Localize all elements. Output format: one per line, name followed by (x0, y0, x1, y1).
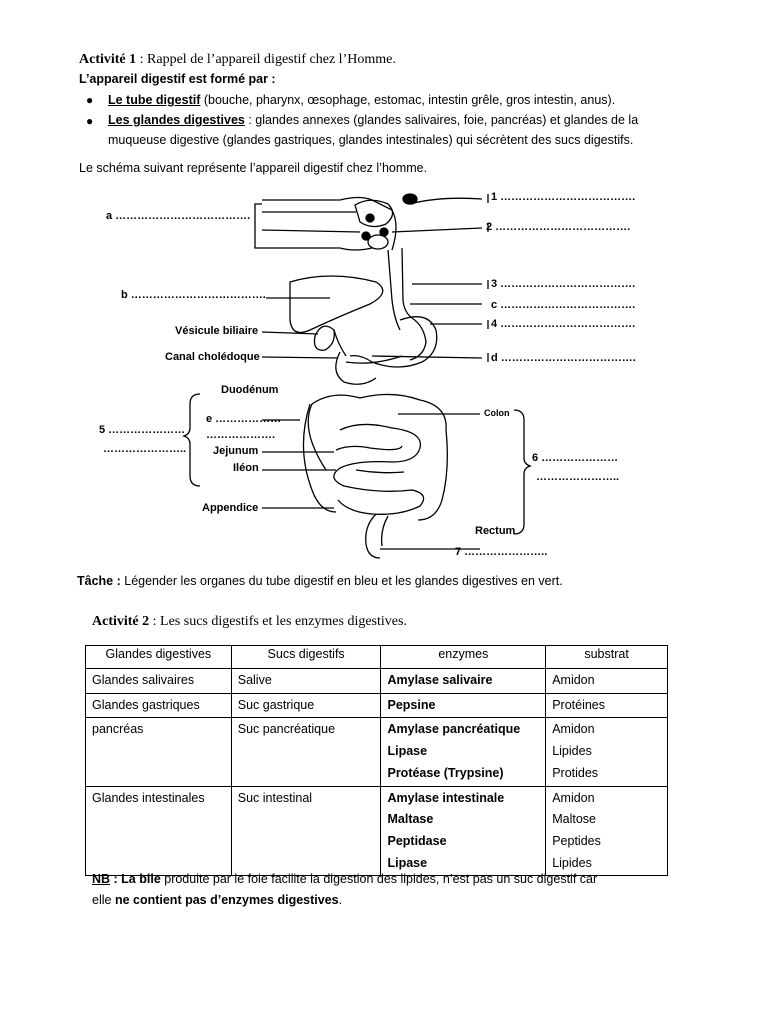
schema-caption: Le schéma suivant représente l’appareil digestif chez l’homme. (79, 161, 428, 175)
label-rectum: Rectum (475, 525, 516, 537)
cell-enzyme: Pepsine (381, 693, 546, 718)
label-4: 4 ………………………………. (491, 318, 636, 330)
leader-d (372, 356, 482, 358)
activity2-title (92, 614, 407, 630)
task-line (77, 574, 563, 588)
bracket-5 (184, 394, 200, 486)
leader-vesicule (262, 332, 318, 334)
cell-enzyme: Amylase salivaire (381, 669, 546, 694)
salivary-gland (368, 235, 388, 249)
table-row (86, 718, 668, 786)
cell-substrates (546, 786, 668, 876)
enzyme-item: Peptidase (387, 833, 447, 848)
note-line2 (92, 893, 342, 907)
table-row (86, 693, 668, 718)
activity1-title-rest: : Rappel de l’appareil digestif chez l’Homme. (136, 52, 396, 67)
activity2-title-bold: Activité 2 (92, 614, 150, 629)
table-row (86, 669, 668, 694)
label-colon: Colon (484, 408, 510, 418)
note-text2-pre: elle (92, 893, 115, 907)
note-text2-bold: ne contient pas d’enzymes digestives (114, 893, 339, 907)
cell-gland: Glandes intestinales (86, 786, 232, 876)
liver (290, 276, 383, 332)
header-substrate: substrat (546, 646, 668, 669)
label-2: 2 ………………………………. (486, 221, 631, 233)
header-gland: Glandes digestives (86, 646, 232, 669)
label-6-line1: 6 ………………… (532, 452, 619, 464)
bullet2-label: Les glandes digestives (108, 113, 245, 127)
note-bile: La bile (121, 872, 161, 886)
note-line1 (92, 872, 597, 886)
substrate-item: Peptides (552, 833, 601, 848)
cell-juice: Suc intestinal (231, 786, 381, 876)
cell-gland: pancréas (86, 718, 232, 786)
note-colon: : (110, 872, 122, 886)
label-7: 7 ………………….. (455, 546, 548, 558)
label-e-line1: e ……………… (206, 413, 282, 425)
cell-juice: Salive (231, 669, 381, 694)
bullet2-text-line1: : glandes annexes (glandes salivaires, foie, pancréas) et glandes de la (244, 113, 639, 127)
label-3: 3 ………………………………. (491, 278, 636, 290)
duodenum (336, 352, 376, 384)
substrate-item: Amidon (552, 790, 595, 805)
label-5-line2: ………………….. (103, 443, 187, 455)
substrate-item: Lipides (552, 855, 592, 870)
leader-a2 (262, 230, 360, 232)
cell-substrate: Protéines (546, 693, 668, 718)
label-a: a ………………………………. (106, 210, 251, 222)
head-outline (262, 198, 396, 251)
bullet1-label: Le tube digestif (108, 93, 201, 107)
label-5-line1: 5 ………………… (99, 424, 186, 436)
bracket-6 (514, 410, 530, 534)
bullet-icon: ● (86, 114, 94, 128)
label-e-line2: ………………. (206, 429, 276, 441)
bullet2-line2: muqueuse digestive (glandes gastriques, glandes intestinales) qui sécrètent des sucs digestifs. (108, 133, 634, 147)
activity2-title-rest: : Les sucs digestifs et les enzymes digestives. (149, 614, 407, 629)
note-nb: NB (92, 872, 111, 886)
substrate-item: Maltose (552, 812, 596, 827)
label-c: c ………………………………. (491, 299, 636, 311)
cell-juice: Suc gastrique (231, 693, 381, 718)
label-canal: Canal cholédoque (165, 351, 260, 363)
cell-gland: Glandes gastriques (86, 693, 232, 718)
note-text1: produite par le foie facilite la digestion des lipides, n’est pas un suc digestif car (160, 872, 598, 886)
small-intestine (334, 424, 424, 514)
substrate-item: Protides (552, 765, 599, 780)
enzyme-item: Amylase pancréatique (387, 722, 521, 737)
label-d: d ………………………………. (491, 352, 636, 364)
enzyme-item: Amylase intestinale (387, 790, 505, 805)
pancreas (346, 356, 402, 363)
task-label: Tâche : (77, 574, 121, 588)
digestive-juices-table (85, 645, 668, 876)
label-duodenum: Duodénum (221, 384, 279, 396)
enzyme-item: Lipase (387, 744, 428, 759)
label-1: 1 ………………………………. (491, 191, 636, 203)
substrate-item: Amidon (552, 722, 595, 737)
bullet1-text: (bouche, pharynx, œsophage, estomac, intestin grêle, gros intestin, anus). (200, 93, 616, 107)
stomach (350, 317, 437, 367)
cell-enzymes (381, 718, 546, 786)
label-jejunum: Jejunum (213, 445, 259, 457)
header-enzymes: enzymes (381, 646, 546, 669)
leader-2 (392, 228, 482, 232)
gallbladder (314, 326, 334, 350)
task-text: Légender les organes du tube digestif en bleu et les glandes digestives en vert. (120, 574, 563, 588)
cell-substrates (546, 718, 668, 786)
activity1-title-bold: Activité 1 (79, 52, 137, 67)
intro-rest: est formé par : (185, 72, 276, 86)
intro-bold: L’appareil digestif (79, 72, 186, 86)
table-row (86, 786, 668, 876)
rectum (366, 514, 380, 558)
esophagus (388, 250, 400, 330)
label-appendice: Appendice (202, 502, 259, 514)
enzyme-item: Lipase (387, 855, 428, 870)
cell-enzymes (381, 786, 546, 876)
label-b: b ………………………………. (121, 289, 266, 301)
cell-juice: Suc pancréatique (231, 718, 381, 786)
label-vesicule: Vésicule biliaire (175, 325, 259, 337)
bullet-icon: ● (86, 93, 94, 107)
oral-cavity (355, 200, 393, 226)
substrate-item: Lipides (552, 744, 592, 759)
label-ileon: Iléon (233, 462, 259, 474)
note-text2-post: . (338, 893, 343, 907)
table-header-row (86, 646, 668, 669)
header-juice: Sucs digestifs (231, 646, 381, 669)
cell-gland: Glandes salivaires (86, 669, 232, 694)
leader-1 (410, 198, 482, 204)
label-6-line2: ………………….. (536, 471, 620, 483)
enzyme-item: Maltase (387, 812, 434, 827)
head-bracket (255, 204, 262, 248)
colon (308, 394, 447, 520)
cell-substrate: Amidon (546, 669, 668, 694)
leader-canal (262, 357, 338, 358)
enzyme-item: Protéase (Trypsine) (387, 765, 504, 780)
